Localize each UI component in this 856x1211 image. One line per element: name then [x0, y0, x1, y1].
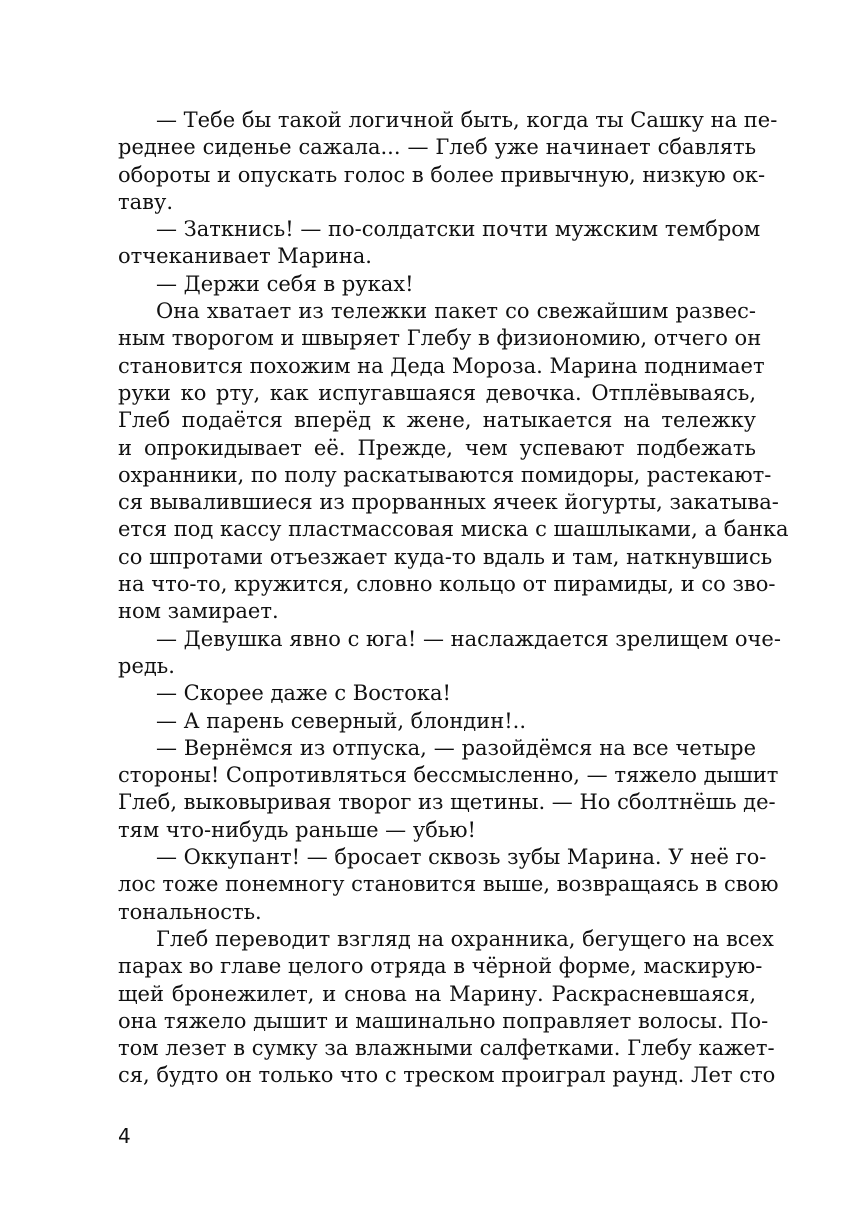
text-line: ся, будто он только что с треском проиграл раунд. Лет сто — [118, 1063, 776, 1088]
text-line: на что-то, кружится, словно кольцо от пирамиды, и со зво- — [118, 572, 776, 597]
text-line: — Оккупант! — бросает сквозь зубы Марина. У неё го- — [156, 845, 767, 870]
text-line: Глеб, выковыривая творог из щетины. — Но сболтнёшь де- — [118, 790, 776, 815]
text-line: — Скорее даже с Востока! — [156, 681, 451, 706]
text-line: Глеб подаётся вперёд к жене, натыкается на тележку — [118, 408, 756, 433]
text-line: ется под кассу пластмассовая миска с шашлыками, а банка — [118, 517, 789, 542]
text-line: Она хватает из тележки пакет со свежайшим развес- — [156, 299, 756, 324]
text-line: охранники, по полу раскатываются помидоры, растекают- — [118, 462, 772, 487]
text-line: лос тоже понемногу становится выше, возвращаясь в свою — [118, 872, 779, 897]
text-line: тям что-нибудь раньше — убью! — [118, 817, 476, 842]
text-line: руки ко рту, как испугавшаяся девочка. Отплёвываясь, — [118, 380, 756, 405]
text-line: парах во главе целого отряда в чёрной форме, маскирую- — [118, 954, 763, 979]
text-line: становится похожим на Деда Мороза. Марина поднимает — [118, 353, 765, 378]
book-page-text — [118, 107, 789, 1090]
text-line: таву. — [118, 189, 173, 214]
text-line: — Тебе бы такой логичной быть, когда ты Сашку на пе- — [156, 108, 778, 132]
text-line: ным творогом и швыряет Глебу в физиономию, отчего он — [118, 326, 762, 351]
text-line: отчеканивает Марина. — [118, 244, 372, 269]
text-line: щей бронежилет, и снова на Марину. Раскрасневшаяся, — [118, 981, 756, 1006]
text-line: она тяжело дышит и машинально поправляет волосы. По- — [118, 1008, 769, 1033]
text-line: ном замирает. — [118, 599, 279, 624]
text-line: — Вернёмся из отпуска, — разойдёмся на все четыре — [156, 735, 756, 760]
text-line: редь. — [118, 653, 175, 678]
text-line: обороты и опускать голос в более привычную, низкую ок- — [118, 162, 766, 187]
text-line: том лезет в сумку за влажными салфетками. Глебу кажет- — [118, 1036, 775, 1061]
text-line: — Девушка явно с юга! — наслаждается зрелищем оче- — [156, 626, 781, 651]
text-line: тональность. — [118, 899, 262, 924]
page-number: 4 — [118, 1124, 131, 1148]
text-line: — Заткнись! — по-солдатски почти мужским тембром — [156, 217, 761, 242]
text-line: — А парень северный, блондин!.. — [156, 708, 527, 733]
text-line: и опрокидывает её. Прежде, чем успевают подбежать — [118, 435, 756, 460]
text-line: стороны! Сопротивляться бессмысленно, — тяжело дышит — [118, 763, 779, 788]
text-line: реднее сиденье сажала... — Глеб уже начинает сбавлять — [118, 135, 756, 160]
text-line: со шпротами отъезжает куда-то вдаль и там, наткнувшись — [118, 544, 773, 569]
text-line: Глеб переводит взгляд на охранника, бегущего на всех — [156, 926, 774, 951]
text-line: ся вывалившиеся из прорванных ячеек йогурты, закатыва- — [118, 490, 779, 515]
text-line: — Держи себя в руках! — [156, 271, 414, 296]
